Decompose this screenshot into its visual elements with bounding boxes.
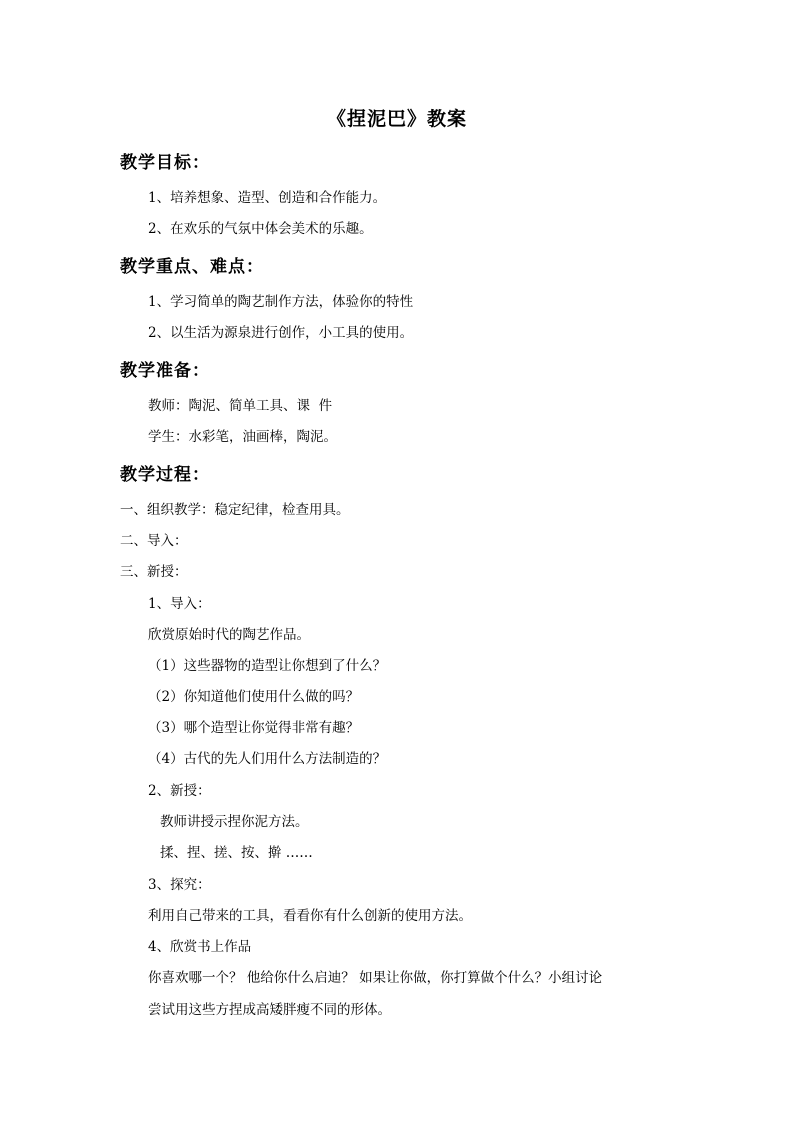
question-item: （2）你知道他们使用什么做的吗？: [148, 689, 360, 705]
heading-preparation: 教学准备：: [120, 361, 210, 381]
appreciate-question: 你喜欢哪一个？ 他给你什么启迪？ 如果让你做，你打算做个什么？小组讨论: [148, 970, 603, 986]
process-step: 三、新授：: [120, 564, 188, 580]
intro-label: 1、导入：: [148, 596, 211, 612]
techniques-text: 揉、捏、搓、按、擀 ……: [160, 845, 313, 861]
appreciate-label: 4、欣赏书上作品: [148, 939, 252, 955]
goal-item: 1、培养想象、造型、创造和合作能力。: [148, 190, 387, 206]
question-item: （3）哪个造型让你觉得非常有趣？: [148, 720, 360, 736]
question-item: （1）这些器物的造型让你想到了什么？: [148, 658, 387, 674]
intro-text: 欣赏原始时代的陶艺作品。: [148, 627, 310, 643]
process-step: 二、导入：: [120, 533, 188, 549]
preparation-item: 教师：陶泥、简单工具、课 件: [148, 398, 333, 414]
new-teaching-text: 教师讲授示捏你泥方法。: [160, 814, 309, 830]
key-point-item: 2、以生活为源泉进行创作，小工具的使用。: [148, 325, 414, 341]
key-point-item: 1、学习简单的陶艺制作方法，体验你的特性: [148, 294, 414, 310]
process-step: 一、组织教学：稳定纪律，检查用具。: [120, 502, 350, 518]
heading-teaching-goals: 教学目标：: [120, 153, 210, 173]
document-title: 《捏泥巴》教案: [326, 108, 467, 130]
new-teaching-label: 2、新授：: [148, 783, 211, 799]
preparation-item: 学生：水彩笔，油画棒，陶泥。: [148, 429, 337, 445]
appreciate-try: 尝试用这些方捏成高矮胖瘦不同的形体。: [148, 1002, 391, 1018]
explore-text: 利用自己带来的工具，看看你有什么创新的使用方法。: [148, 908, 472, 924]
explore-label: 3、探究：: [148, 877, 211, 893]
question-item: （4）古代的先人们用什么方法制造的？: [148, 751, 387, 767]
heading-key-points: 教学重点、难点：: [120, 257, 264, 277]
heading-process: 教学过程：: [120, 465, 210, 485]
goal-item: 2、在欢乐的气氛中体会美术的乐趣。: [148, 221, 373, 237]
